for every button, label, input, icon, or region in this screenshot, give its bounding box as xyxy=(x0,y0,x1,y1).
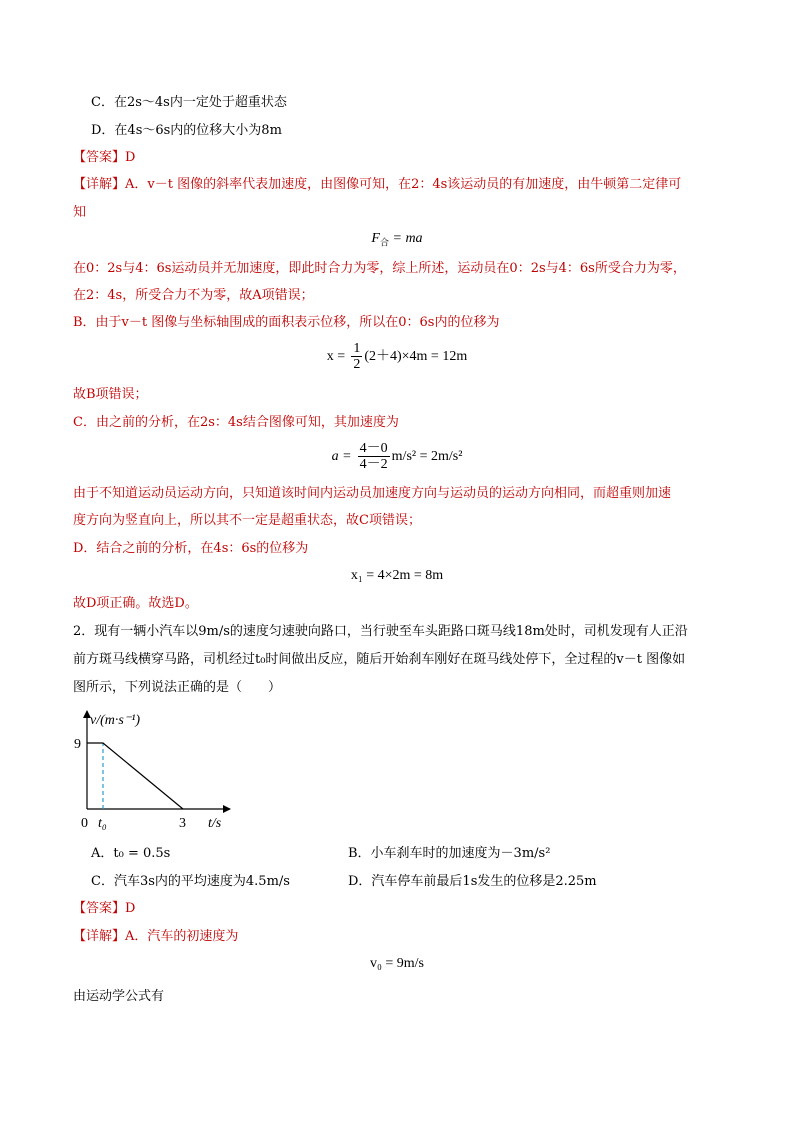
eq2-rest: (2＋4)×4m = 12m xyxy=(364,349,468,364)
eq3-a: a = xyxy=(331,449,352,464)
q2-option-c: C．汽车3s内的平均速度为4.5m/s xyxy=(91,874,290,889)
eq2-x: x = xyxy=(326,349,346,364)
q1-detail-b-line2: 故B项错误； xyxy=(73,387,148,402)
q2-equation-initial-velocity: v₀ = 9m/s xyxy=(369,956,424,971)
eq1-subscript: 合 xyxy=(379,238,389,249)
eq3-rest: m/s² = 2m/s² xyxy=(391,449,463,464)
q2-stem-line1: 2．现有一辆小汽车以9m/s的速度匀速驶向路口，当行驶至车头距路口斑马线18m处时，司机发现有人正沿 xyxy=(73,624,688,639)
eq3-fraction: $\frac{4-0}{4-2}$ xyxy=(359,441,388,472)
q1-detail-d-line2: 故D项正确。故选D。 xyxy=(73,596,198,611)
q1-answer: 【答案】D xyxy=(73,150,136,165)
q1-equation-final: x₁ = 4×2m = 8m xyxy=(350,568,444,583)
q1-equation-newton xyxy=(0,230,794,253)
q2-stem-line3: 图所示，下列说法正确的是（ ） xyxy=(73,680,282,695)
vt-graph xyxy=(70,705,240,835)
q2-option-b: B．小车刹车时的加速度为－3m/s² xyxy=(348,846,551,861)
q1-equation-displacement xyxy=(0,340,794,374)
q1-option-c: C．在2s～4s内一定处于超重状态 xyxy=(91,95,287,110)
q1-detail-d-line1: D．结合之前的分析，在4s：6s的位移为 xyxy=(73,541,309,556)
eq1-force: F xyxy=(371,231,380,246)
q2-option-a: A．t₀ = 0.5s xyxy=(91,846,171,861)
y-axis-label: v/(m·s⁻¹) xyxy=(90,713,141,728)
velocity-line xyxy=(87,743,183,809)
q2-stem-line2: 前方斑马线横穿马路，司机经过t₀时间做出反应，随后开始刹车刚好在斑马线处停下，全过程的v－t 图像如 xyxy=(73,652,686,667)
y-tick-label-9: 9 xyxy=(74,737,81,752)
q1-detail-a-line2: 知 xyxy=(73,205,87,220)
q1-detail-c-line2: 由于不知道运动员运动方向，只知道该时间内运动员加速度方向与运动员的运动方向相同，而超重则加速 xyxy=(73,486,672,501)
eq2-fraction: $\frac{1}{2}$ xyxy=(353,341,361,372)
q1-detail-c-line3: 度方向为竖直向上，所以其不一定是超重状态，故C项错误； xyxy=(73,513,421,528)
x-axis-label: t/s xyxy=(208,816,222,831)
q2-detail-a-line1: 【详解】A．汽车的初速度为 xyxy=(73,929,239,944)
q1-detail-a-line4: 在2：4s，所受合力不为零，故A项错误； xyxy=(73,288,314,303)
q1-detail-c-line1: C．由之前的分析，在2s：4s结合图像可知，其加速度为 xyxy=(73,415,399,430)
q2-answer: 【答案】D xyxy=(73,901,136,916)
x-tick-label-t0: t₀ xyxy=(98,816,107,831)
q1-option-d: D．在4s～6s内的位移大小为8m xyxy=(91,123,282,138)
q1-equation-acceleration xyxy=(0,440,794,474)
q2-option-d: D．汽车停车前最后1s发生的位移是2.25m xyxy=(348,874,597,889)
q2-detail-a-line2: 由运动学公式有 xyxy=(73,989,165,1004)
q1-detail-b-line1: B．由于v－t 图像与坐标轴围成的面积表示位移，所以在0：6s内的位移为 xyxy=(73,315,500,330)
origin-label: 0 xyxy=(81,816,88,831)
eq1-rhs: = ma xyxy=(389,231,423,246)
q1-detail-a-line1: 【详解】A．v－t 图像的斜率代表加速度，由图像可知，在2：4s该运动员的有加速度，由牛顿第二定律可 xyxy=(73,177,682,192)
x-tick-label-3: 3 xyxy=(179,816,186,831)
q1-detail-a-line3: 在0：2s与4：6s运动员并无加速度，即此时合力为零，综上所述，运动员在0：2s与4：6s所受合力为零， xyxy=(73,261,686,276)
